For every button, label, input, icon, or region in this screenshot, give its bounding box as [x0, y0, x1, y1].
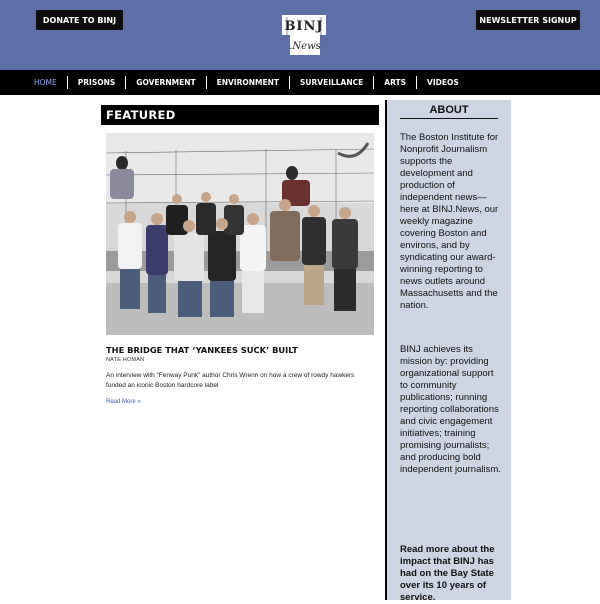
- nav-item-government[interactable]: GOVERNMENT: [125, 76, 205, 89]
- featured-article-image[interactable]: [106, 133, 374, 335]
- about-heading: ABOUT: [400, 104, 498, 119]
- nav-item-environment[interactable]: ENVIRONMENT: [206, 76, 289, 89]
- nav-item-prisons[interactable]: PRISONS: [67, 76, 126, 89]
- nav-item-videos[interactable]: VIDEOS: [416, 76, 469, 89]
- nav-item-arts[interactable]: ARTS: [373, 76, 416, 89]
- main-nav: [0, 70, 600, 95]
- about-paragraph-1: The Boston Institute for Nonprofit Journalism supports the development and production of independent news—here at BINJ.News, our weekly magazine covering Boston and environs, and by syndicating our award-winning reporting to news outlets around Massachusetts and the nation.: [400, 132, 499, 311]
- site-header: [0, 0, 600, 70]
- donate-button[interactable]: DONATE TO BINJ: [36, 10, 123, 30]
- article-excerpt: An interview with “Fenway Punk” author Chris Wrenn on how a crew of rowdy hawkers funded an iconic Boston hardcore label: [106, 372, 355, 389]
- featured-heading: FEATURED: [101, 105, 379, 125]
- read-more-link[interactable]: Read More »: [106, 399, 141, 405]
- about-paragraph-2: BINJ achieves its mission by: providing organizational support to community publications; running reporting collaborations and civic engagement initiatives; training promising journalists; and producing bold independent journalism.: [400, 344, 501, 475]
- newsletter-signup-button[interactable]: NEWSLETTER SIGNUP: [476, 10, 580, 30]
- nav-item-home[interactable]: HOME: [34, 78, 57, 87]
- logo-text-top: BINJ: [284, 19, 324, 34]
- article-title[interactable]: THE BRIDGE THAT ‘YANKEES SUCK’ BUILT: [106, 345, 298, 355]
- nav-item-surveillance[interactable]: SURVEILLANCE: [289, 76, 373, 89]
- binj-logo[interactable]: [281, 13, 327, 59]
- about-read-more-link[interactable]: Read more about the impact that BINJ has had on the Bay State over its 10 years of service.: [400, 544, 495, 603]
- article-author[interactable]: NATE HOMAN: [106, 357, 145, 363]
- logo-text-bottom: .News: [289, 41, 321, 52]
